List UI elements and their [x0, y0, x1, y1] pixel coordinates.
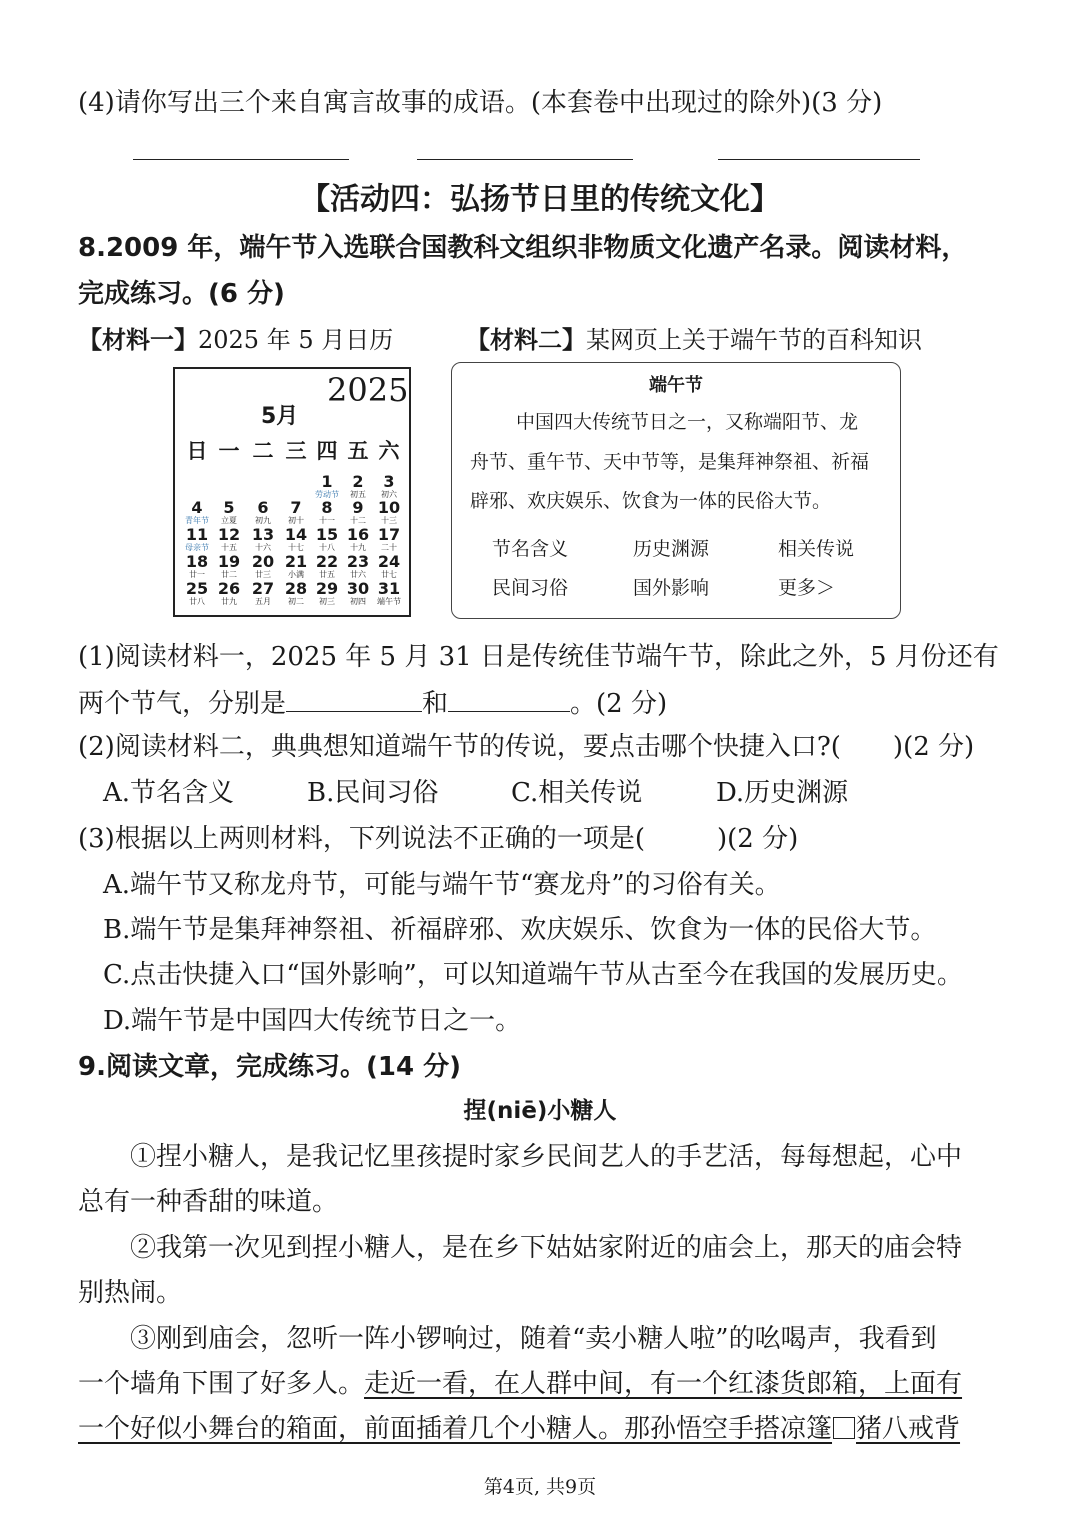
link-history[interactable]: 历史渊源 [633, 538, 710, 560]
link-name-meaning[interactable]: 节名含义 [492, 538, 569, 560]
calendar-day [342, 499, 374, 525]
calendar-day [181, 526, 213, 552]
underlined-sentence-part-3: 猪八戒背 [856, 1414, 961, 1444]
question-7-4: (4)请你写出三个来自寓言故事的成语。(本套卷中出现过的除外)(3 分) [78, 88, 883, 118]
calendar-day-label: 廿五 [319, 570, 335, 579]
calendar-day [373, 580, 405, 606]
option-8-3-a[interactable]: A.端午节又称龙舟节，可能与端午节“赛龙舟”的习俗有关。 [103, 870, 781, 900]
calendar-day-label: 初五 [350, 490, 366, 499]
paragraph-3-line-3 [78, 1412, 960, 1446]
calendar-day [213, 553, 245, 579]
calendar-day-number: 18 [185, 552, 209, 571]
link-more[interactable]: 更多＞ [778, 577, 836, 599]
calendar-day-number: 15 [315, 525, 339, 544]
calendar-weekday: 五 [347, 439, 369, 463]
calendar-day-number: 20 [251, 552, 275, 571]
calendar-day [213, 580, 245, 606]
question-8-2-stem [78, 730, 974, 764]
calendar-day-label: 初十 [288, 516, 304, 525]
answer-blank-2[interactable] [417, 159, 633, 160]
paragraph-3-text-a: 一个墙角下围了好多人。 [78, 1369, 365, 1399]
calendar-day-label: 初四 [350, 597, 366, 606]
calendar-day [280, 499, 312, 525]
calendar-day-label: 初九 [255, 516, 271, 525]
calendar-day [311, 499, 343, 525]
encyclopedia-panel [451, 362, 901, 619]
calendar-day-number: 21 [284, 552, 308, 571]
option-8-2-c[interactable]: C.相关传说 [511, 778, 643, 808]
question-9-title: 9.阅读文章，完成练习。(14 分) [78, 1052, 461, 1082]
calendar-weekday: 四 [316, 439, 338, 463]
page-footer: 第4页, 共9页 [483, 1476, 597, 1498]
answer-blank-solar-term-1[interactable] [286, 685, 422, 712]
answer-blank-1[interactable] [133, 159, 349, 160]
question-8-2-text-a: (2)阅读材料二，典典想知道端午节的传说，要点击哪个快捷入口?( [78, 732, 841, 762]
calendar-day-number: 24 [377, 552, 401, 571]
paragraph-1-line-1: ①捏小糖人，是我记忆里孩提时家乡民间艺人的手艺活，每每想起，心中 [130, 1142, 963, 1172]
calendar-day-label: 廿三 [255, 570, 271, 579]
calendar-day-number: 30 [346, 579, 370, 598]
calendar-day-number: 27 [251, 579, 275, 598]
calendar-day-label: 廿八 [189, 597, 205, 606]
calendar-day [280, 526, 312, 552]
encyclopedia-line-2: 舟节、重午节、天中节等，是集拜神祭祖、祈福 [470, 451, 870, 473]
calendar-day [373, 473, 405, 499]
calendar-day [247, 553, 279, 579]
calendar-day-number: 8 [321, 498, 333, 517]
calendar-day-label: 十九 [350, 543, 366, 552]
calendar-day-number: 3 [383, 472, 395, 491]
calendar-day-label: 初三 [319, 597, 335, 606]
option-8-3-b[interactable]: B.端午节是集拜神祭祖、祈福辟邪、欢庆娱乐、饮食为一体的民俗大节。 [103, 915, 937, 945]
calendar-day-number: 23 [346, 552, 370, 571]
option-8-3-c[interactable]: C.点击快捷入口“国外影响”，可以知道端午节从古至今在我国的发展历史。 [103, 960, 963, 990]
calendar-day-label: 初六 [381, 490, 397, 499]
calendar-day-number: 2 [352, 472, 364, 491]
question-8-1-line1: (1)阅读材料一，2025 年 5 月 31 日是传统佳节端午节，除此之外，5 月份还有 [78, 642, 999, 672]
calendar-day [280, 580, 312, 606]
calendar-day [247, 580, 279, 606]
material-1-caption [78, 323, 393, 357]
calendar-day [373, 553, 405, 579]
calendar-weekday: 日 [186, 439, 208, 463]
calendar-day [373, 526, 405, 552]
question-8-3-text-b: )(2 分) [716, 824, 799, 854]
question-8-line1: 8.2009 年，端午节入选联合国教科文组织非物质文化遗产名录。阅读材料， [78, 233, 968, 263]
underlined-sentence-part-2: 一个好似小舞台的箱面，前面插着几个小糖人。那孙悟空手搭凉篷 [78, 1414, 833, 1444]
calendar-day [213, 499, 245, 525]
material-2-text: 某网页上关于端午节的百科知识 [586, 326, 922, 354]
calendar-day [181, 580, 213, 606]
question-8-1-line2 [78, 685, 667, 721]
link-legends[interactable]: 相关传说 [778, 538, 855, 560]
calendar-day-number: 9 [352, 498, 364, 517]
calendar-day [213, 526, 245, 552]
calendar-day [181, 553, 213, 579]
option-8-2-d[interactable]: D.历史渊源 [716, 778, 849, 808]
blank-punctuation-box[interactable] [833, 1417, 855, 1439]
calendar-day-label: 端午节 [377, 597, 401, 606]
link-foreign-influence[interactable]: 国外影响 [633, 577, 710, 599]
material-1-text: 2025 年 5 月日历 [198, 326, 394, 354]
paragraph-3-line-1: ③刚到庙会，忽听一阵小锣响过，随着“卖小糖人啦”的吆喝声，我看到 [130, 1324, 937, 1354]
calendar-day-label: 十三 [381, 516, 397, 525]
calendar-day-number: 22 [315, 552, 339, 571]
calendar-day [247, 499, 279, 525]
paragraph-2-line-1: ②我第一次见到捏小糖人，是在乡下姑姑家附近的庙会上，那天的庙会特 [130, 1233, 963, 1263]
calendar-day-number: 25 [185, 579, 209, 598]
calendar-day [181, 499, 213, 525]
calendar-day-label: 初二 [288, 597, 304, 606]
calendar-day-label: 廿九 [221, 597, 237, 606]
calendar-day-number: 28 [284, 579, 308, 598]
paragraph-1-line-2: 总有一种香甜的味道。 [78, 1187, 339, 1217]
calendar-day-label: 立夏 [221, 516, 237, 525]
calendar-day-number: 4 [191, 498, 203, 517]
calendar-day-number: 14 [284, 525, 308, 544]
question-8-1-text-a: 两个节气，分别是 [78, 689, 287, 719]
calendar-day-label: 廿七 [381, 570, 397, 579]
option-8-2-a[interactable]: A.节名含义 [103, 778, 235, 808]
article-title: 捏(niē)小糖人 [463, 1098, 617, 1124]
calendar-day [342, 580, 374, 606]
calendar-day-number: 26 [217, 579, 241, 598]
calendar-day-number: 7 [290, 498, 302, 517]
calendar-day-label: 十六 [255, 543, 271, 552]
calendar-year: 2025 [327, 371, 409, 409]
option-8-2-b[interactable]: B.民间习俗 [307, 778, 439, 808]
calendar-day-number: 31 [377, 579, 401, 598]
calendar-day-label: 廿一 [189, 570, 205, 579]
calendar-day-number: 10 [377, 498, 401, 517]
calendar-day-number: 11 [185, 525, 209, 544]
question-8-2-text-b: )(2 分) [892, 732, 975, 762]
answer-blank-3[interactable] [718, 159, 920, 160]
calendar-day [280, 553, 312, 579]
material-1-tag: 【材料一】 [78, 326, 198, 354]
question-8-3-text-a: (3)根据以上两则材料，下列说法不正确的一项是( [78, 824, 645, 854]
calendar-day-label: 五月 [255, 597, 271, 606]
calendar-day-label: 母亲节 [185, 543, 209, 552]
calendar-day-number: 17 [377, 525, 401, 544]
calendar-day-number: 1 [321, 472, 333, 491]
calendar-day-label: 十七 [288, 543, 304, 552]
calendar-day [342, 553, 374, 579]
material-2-tag: 【材料二】 [466, 326, 586, 354]
calendar-day [247, 526, 279, 552]
option-8-3-d[interactable]: D.端午节是中国四大传统节日之一。 [103, 1006, 522, 1036]
calendar-day-label: 劳动节 [315, 490, 339, 499]
calendar-day-label: 廿二 [221, 570, 237, 579]
question-8-1-text-c: 。(2 分) [570, 689, 668, 719]
calendar-may-2025 [173, 367, 411, 617]
calendar-day [311, 473, 343, 499]
calendar-month: 5月 [261, 404, 299, 429]
paragraph-2-line-2: 别热闹。 [78, 1278, 183, 1308]
question-8-line2: 完成练习。(6 分) [78, 279, 285, 309]
activity-title: 【活动四：弘扬节日里的传统文化】 [300, 182, 780, 217]
calendar-day [311, 580, 343, 606]
calendar-day-label: 小满 [288, 570, 304, 579]
underlined-sentence-part-1: 走近一看，在人群中间，有一个红漆货郎箱，上面有 [364, 1369, 963, 1399]
calendar-weekday: 六 [378, 439, 400, 463]
calendar-day-number: 5 [223, 498, 235, 517]
calendar-weekday: 三 [285, 439, 307, 463]
calendar-day-number: 16 [346, 525, 370, 544]
calendar-day [342, 473, 374, 499]
calendar-day [342, 526, 374, 552]
calendar-weekday: 一 [218, 439, 240, 463]
calendar-day-number: 6 [257, 498, 269, 517]
calendar-day-label: 十一 [319, 516, 335, 525]
calendar-day-number: 12 [217, 525, 241, 544]
calendar-day-label: 二十 [381, 543, 397, 552]
calendar-day-label: 青年节 [185, 516, 209, 525]
question-8-1-text-b: 和 [422, 689, 449, 719]
calendar-day-label: 十五 [221, 543, 237, 552]
calendar-day-label: 十八 [319, 543, 335, 552]
calendar-day [373, 499, 405, 525]
calendar-day-number: 19 [217, 552, 241, 571]
calendar-weekday: 二 [252, 439, 274, 463]
calendar-day-number: 13 [251, 525, 275, 544]
question-8-3-stem [78, 822, 798, 856]
link-folk-customs[interactable]: 民间习俗 [492, 577, 569, 599]
encyclopedia-title: 端午节 [649, 375, 703, 396]
material-2-caption [466, 323, 922, 357]
calendar-day [311, 526, 343, 552]
calendar-day-label: 十二 [350, 516, 366, 525]
encyclopedia-line-3: 辟邪、欢庆娱乐、饮食为一体的民俗大节。 [470, 490, 832, 512]
calendar-day-number: 29 [315, 579, 339, 598]
answer-blank-solar-term-2[interactable] [448, 685, 570, 712]
calendar-day [311, 553, 343, 579]
paragraph-3-line-2 [78, 1367, 962, 1401]
encyclopedia-line-1: 中国四大传统节日之一，又称端阳节、龙 [516, 411, 859, 433]
calendar-day-label: 廿六 [350, 570, 366, 579]
